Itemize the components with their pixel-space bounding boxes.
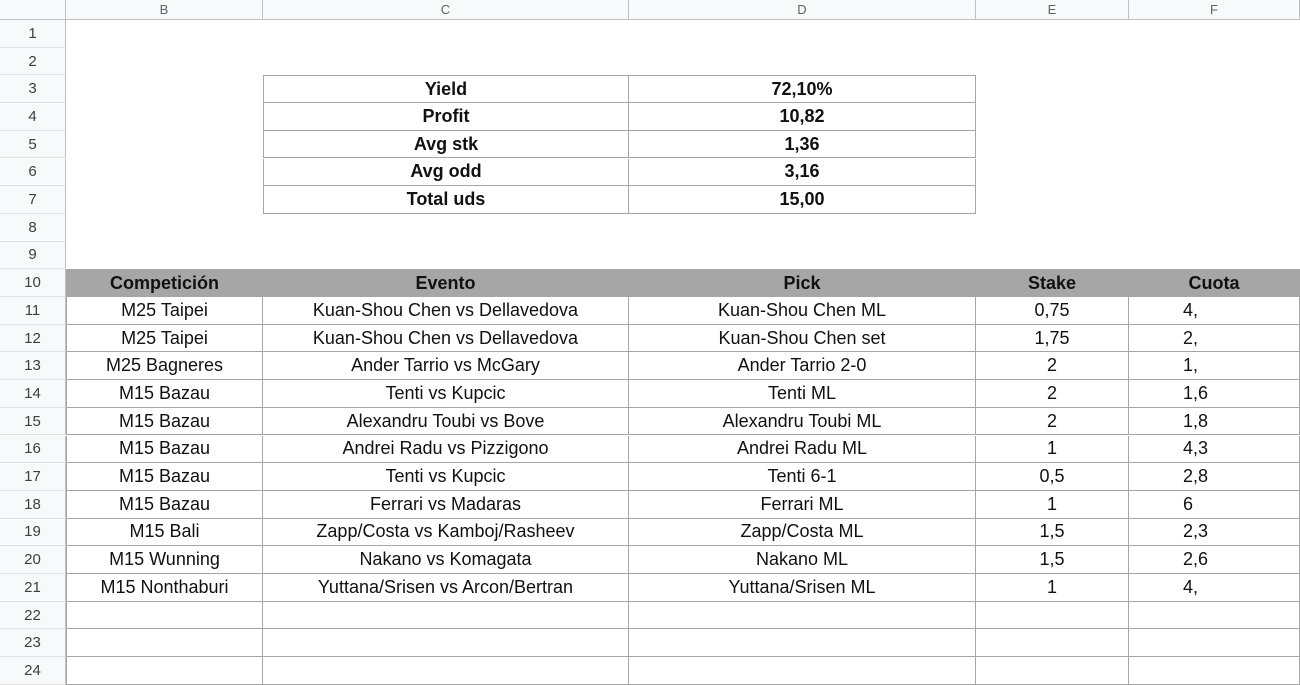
empty-table-cell[interactable] <box>629 657 976 685</box>
row-header-24[interactable]: 24 <box>0 657 66 685</box>
table-cell[interactable]: 1, <box>1129 352 1300 380</box>
empty-table-cell[interactable] <box>66 657 263 685</box>
empty-table-cell[interactable] <box>1129 602 1300 630</box>
row-header-11[interactable]: 11 <box>0 297 66 325</box>
table-cell[interactable]: 2 <box>976 352 1129 380</box>
summary-label: Total uds <box>263 186 629 214</box>
table-cell[interactable]: Tenti 6-1 <box>629 463 976 491</box>
row-header-10[interactable]: 10 <box>0 269 66 297</box>
row-header-17[interactable]: 17 <box>0 463 66 491</box>
row-header-4[interactable]: 4 <box>0 103 66 131</box>
table-cell[interactable]: Kuan-Shou Chen ML <box>629 297 976 325</box>
table-cell[interactable]: Yuttana/Srisen ML <box>629 574 976 602</box>
row-header-21[interactable]: 21 <box>0 574 66 602</box>
row-header-1[interactable]: 1 <box>0 20 66 48</box>
table-cell[interactable]: 2,3 <box>1129 519 1300 547</box>
row-header-19[interactable]: 19 <box>0 519 66 547</box>
summary-value: 10,82 <box>629 103 976 131</box>
table-cell[interactable]: Alexandru Toubi vs Bove <box>263 408 629 436</box>
table-cell[interactable]: 4,3 <box>1129 436 1300 464</box>
table-cell[interactable]: Ander Tarrio 2-0 <box>629 352 976 380</box>
table-cell[interactable]: 1,6 <box>1129 380 1300 408</box>
empty-table-cell[interactable] <box>1129 657 1300 685</box>
table-cell[interactable]: Zapp/Costa ML <box>629 519 976 547</box>
table-cell[interactable]: 2 <box>976 380 1129 408</box>
table-cell[interactable]: M25 Taipei <box>66 325 263 353</box>
table-cell[interactable]: 1,5 <box>976 546 1129 574</box>
table-cell[interactable]: 1,5 <box>976 519 1129 547</box>
table-cell[interactable]: 0,75 <box>976 297 1129 325</box>
table-header-cell: Evento <box>263 269 629 297</box>
empty-table-cell[interactable] <box>263 629 629 657</box>
table-cell[interactable]: Nakano vs Komagata <box>263 546 629 574</box>
row-header-8[interactable]: 8 <box>0 214 66 242</box>
column-header-b[interactable]: B <box>66 0 263 20</box>
empty-table-cell[interactable] <box>1129 629 1300 657</box>
row-header-22[interactable]: 22 <box>0 602 66 630</box>
table-header-cell: Cuota <box>1129 269 1300 297</box>
table-cell[interactable]: Kuan-Shou Chen vs Dellavedova <box>263 297 629 325</box>
table-cell[interactable]: M15 Bazau <box>66 463 263 491</box>
table-cell[interactable]: 2 <box>976 408 1129 436</box>
table-cell[interactable]: M15 Bazau <box>66 436 263 464</box>
row-header-20[interactable]: 20 <box>0 546 66 574</box>
row-header-14[interactable]: 14 <box>0 380 66 408</box>
table-cell[interactable]: Zapp/Costa vs Kamboj/Rasheev <box>263 519 629 547</box>
empty-table-cell[interactable] <box>629 629 976 657</box>
table-cell[interactable]: 1 <box>976 491 1129 519</box>
summary-label: Profit <box>263 103 629 131</box>
table-cell[interactable]: 0,5 <box>976 463 1129 491</box>
table-cell[interactable]: M15 Nonthaburi <box>66 574 263 602</box>
table-cell[interactable]: Nakano ML <box>629 546 976 574</box>
empty-table-cell[interactable] <box>263 602 629 630</box>
empty-table-cell[interactable] <box>66 629 263 657</box>
table-cell[interactable]: Tenti ML <box>629 380 976 408</box>
row-header-2[interactable]: 2 <box>0 48 66 76</box>
summary-label: Avg stk <box>263 131 629 159</box>
column-header-e[interactable]: E <box>976 0 1129 20</box>
row-header-7[interactable]: 7 <box>0 186 66 214</box>
table-cell[interactable]: Ferrari ML <box>629 491 976 519</box>
table-cell[interactable]: 2,6 <box>1129 546 1300 574</box>
table-cell[interactable]: 2,8 <box>1129 463 1300 491</box>
table-cell[interactable]: M15 Bali <box>66 519 263 547</box>
table-cell[interactable]: Kuan-Shou Chen vs Dellavedova <box>263 325 629 353</box>
table-cell[interactable]: 6 <box>1129 491 1300 519</box>
table-cell[interactable]: 4, <box>1129 574 1300 602</box>
table-cell[interactable]: 1 <box>976 436 1129 464</box>
table-cell[interactable]: Alexandru Toubi ML <box>629 408 976 436</box>
summary-value: 3,16 <box>629 159 976 187</box>
empty-table-cell[interactable] <box>629 602 976 630</box>
table-cell[interactable]: Andrei Radu ML <box>629 436 976 464</box>
table-cell[interactable]: M15 Bazau <box>66 380 263 408</box>
column-header-f[interactable]: F <box>1129 0 1300 20</box>
table-cell[interactable]: Kuan-Shou Chen set <box>629 325 976 353</box>
summary-label: Yield <box>263 75 629 103</box>
row-header-18[interactable]: 18 <box>0 491 66 519</box>
table-cell[interactable]: M15 Bazau <box>66 491 263 519</box>
table-header-cell: Stake <box>976 269 1129 297</box>
summary-value: 72,10% <box>629 75 976 103</box>
empty-table-cell[interactable] <box>976 629 1129 657</box>
table-cell[interactable]: M25 Taipei <box>66 297 263 325</box>
row-header-16[interactable]: 16 <box>0 436 66 464</box>
empty-table-cell[interactable] <box>263 657 629 685</box>
table-cell[interactable]: Andrei Radu vs Pizzigono <box>263 436 629 464</box>
row-header-5[interactable]: 5 <box>0 131 66 159</box>
row-header-15[interactable]: 15 <box>0 408 66 436</box>
column-header-c[interactable]: C <box>263 0 629 20</box>
summary-label: Avg odd <box>263 159 629 187</box>
table-cell[interactable]: M25 Bagneres <box>66 352 263 380</box>
row-header-3[interactable]: 3 <box>0 75 66 103</box>
table-cell[interactable]: 1,75 <box>976 325 1129 353</box>
empty-table-cell[interactable] <box>66 602 263 630</box>
summary-value: 15,00 <box>629 186 976 214</box>
row-header-6[interactable]: 6 <box>0 159 66 187</box>
select-all-corner[interactable] <box>0 0 66 20</box>
table-cell[interactable]: M15 Bazau <box>66 408 263 436</box>
table-cell[interactable]: 1,8 <box>1129 408 1300 436</box>
table-cell[interactable]: Ander Tarrio vs McGary <box>263 352 629 380</box>
summary-value: 1,36 <box>629 131 976 159</box>
row-header-13[interactable]: 13 <box>0 352 66 380</box>
column-header-d[interactable]: D <box>629 0 976 20</box>
table-cell[interactable]: 2, <box>1129 325 1300 353</box>
table-header-cell: Competición <box>66 269 263 297</box>
table-cell[interactable]: Yuttana/Srisen vs Arcon/Bertran <box>263 574 629 602</box>
table-cell[interactable]: Tenti vs Kupcic <box>263 380 629 408</box>
row-header-23[interactable]: 23 <box>0 629 66 657</box>
table-cell[interactable]: M15 Wunning <box>66 546 263 574</box>
row-header-12[interactable]: 12 <box>0 325 66 353</box>
table-cell[interactable]: Ferrari vs Madaras <box>263 491 629 519</box>
table-cell[interactable]: 4, <box>1129 297 1300 325</box>
empty-table-cell[interactable] <box>976 602 1129 630</box>
table-cell[interactable]: 1 <box>976 574 1129 602</box>
row-header-9[interactable]: 9 <box>0 242 66 270</box>
table-header-cell: Pick <box>629 269 976 297</box>
empty-table-cell[interactable] <box>976 657 1129 685</box>
table-cell[interactable]: Tenti vs Kupcic <box>263 463 629 491</box>
